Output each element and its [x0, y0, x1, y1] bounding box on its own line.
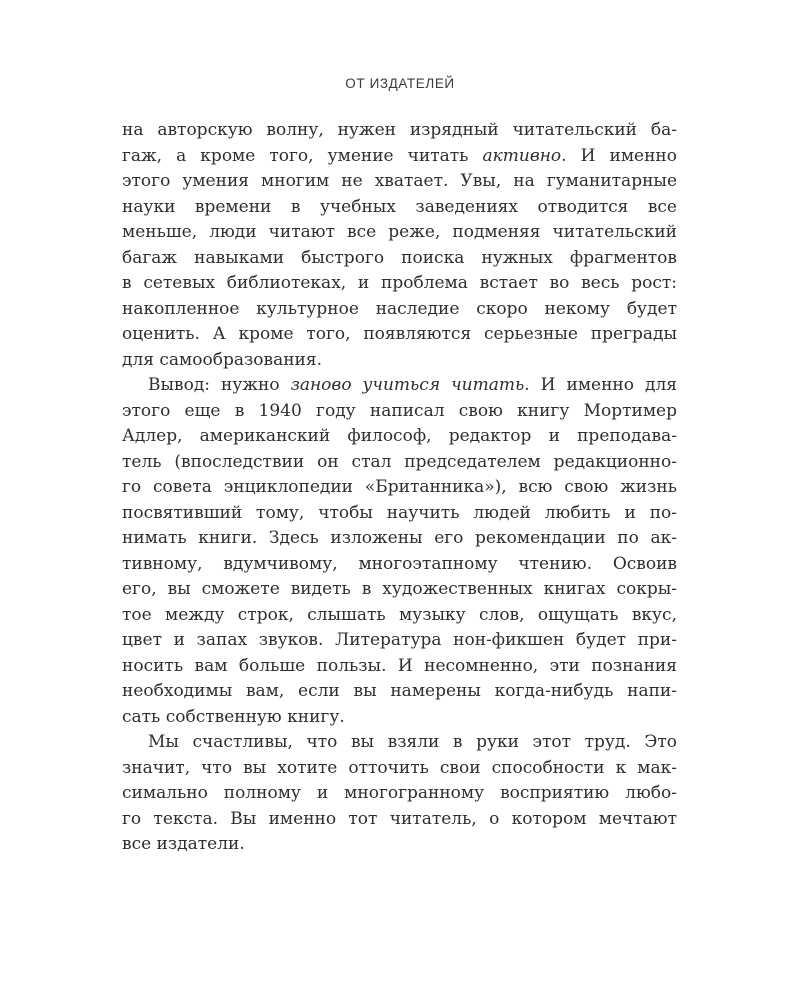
text-line: носить вам больше пользы. И несомненно, эти познания — [122, 655, 677, 676]
text-line: посвятивший тому, чтобы научить людей любить и по- — [122, 502, 677, 523]
text-line: Вывод: нужно заново учиться читать. И именно для — [148, 375, 677, 395]
emphasis: активно — [482, 145, 562, 166]
text-line: меньше, люди читают все реже, подменяя читательский — [122, 222, 677, 242]
text-line: этого еще в 1940 году написал свою книгу Мортимер — [122, 400, 677, 421]
text-line: тое между строк, слышать музыку слов, ощущать вкус, — [122, 604, 677, 625]
text-line: этого умения многим не хватает. Увы, на гуманитарные — [122, 171, 677, 191]
text-line: оценить. А кроме того, появляются серьезные преграды — [122, 324, 677, 344]
text-line: тивному, вдумчивому, многоэтапному чтению. Освоив — [122, 553, 677, 574]
text-line: накопленное культурное наследие скоро некому будет — [122, 298, 677, 319]
text-line: Мы счастливы, что вы взяли в руки этот труд. Это — [148, 732, 677, 752]
text-line: го текста. Вы именно тот читатель, о котором мечтают — [122, 808, 677, 829]
text-line: тель (впоследствии он стал председателем редакционно- — [122, 451, 677, 472]
text-line: симально полному и многогранному восприятию любо- — [122, 783, 677, 803]
body-text — [122, 118, 677, 858]
text-line: его, вы сможете видеть в художественных книгах сокры- — [122, 579, 677, 599]
text-line: нимать книги. Здесь изложены его рекомендации по ак- — [122, 528, 677, 548]
text-line: багаж навыками быстрого поиска нужных фрагментов — [122, 247, 677, 268]
text-line: науки времени в учебных заведениях отводится все — [122, 196, 677, 217]
paragraph-2 — [122, 373, 677, 730]
text-line: Адлер, американский философ, редактор и преподава- — [122, 426, 677, 446]
text-line: на авторскую волну, нужен изрядный читательский ба- — [122, 120, 677, 140]
text-line: все издатели. — [122, 834, 245, 854]
text-line: необходимы вам, если вы намерены когда-нибудь напи- — [122, 681, 677, 701]
text-line: сать собственную книгу. — [122, 706, 345, 727]
text-line: в сетевых библиотеках, и проблема встает во весь рост: — [122, 273, 677, 293]
text-line: гаж, а кроме того, умение читать активно. И именно — [122, 145, 677, 166]
emphasis: заново учиться читать — [290, 375, 525, 395]
text-line: значит, что вы хотите отточить свои способности к мак- — [122, 757, 677, 778]
paragraph-3 — [122, 730, 677, 858]
running-head: ОТ ИЗДАТЕЛЕЙ — [345, 76, 455, 91]
paragraph-1 — [122, 118, 677, 373]
text-line: го совета энциклопедии «Британника»), всю свою жизнь — [122, 477, 677, 497]
text-line: цвет и запах звуков. Литература нон-фикшен будет при- — [122, 630, 677, 650]
text-line: для самообразования. — [122, 349, 322, 370]
